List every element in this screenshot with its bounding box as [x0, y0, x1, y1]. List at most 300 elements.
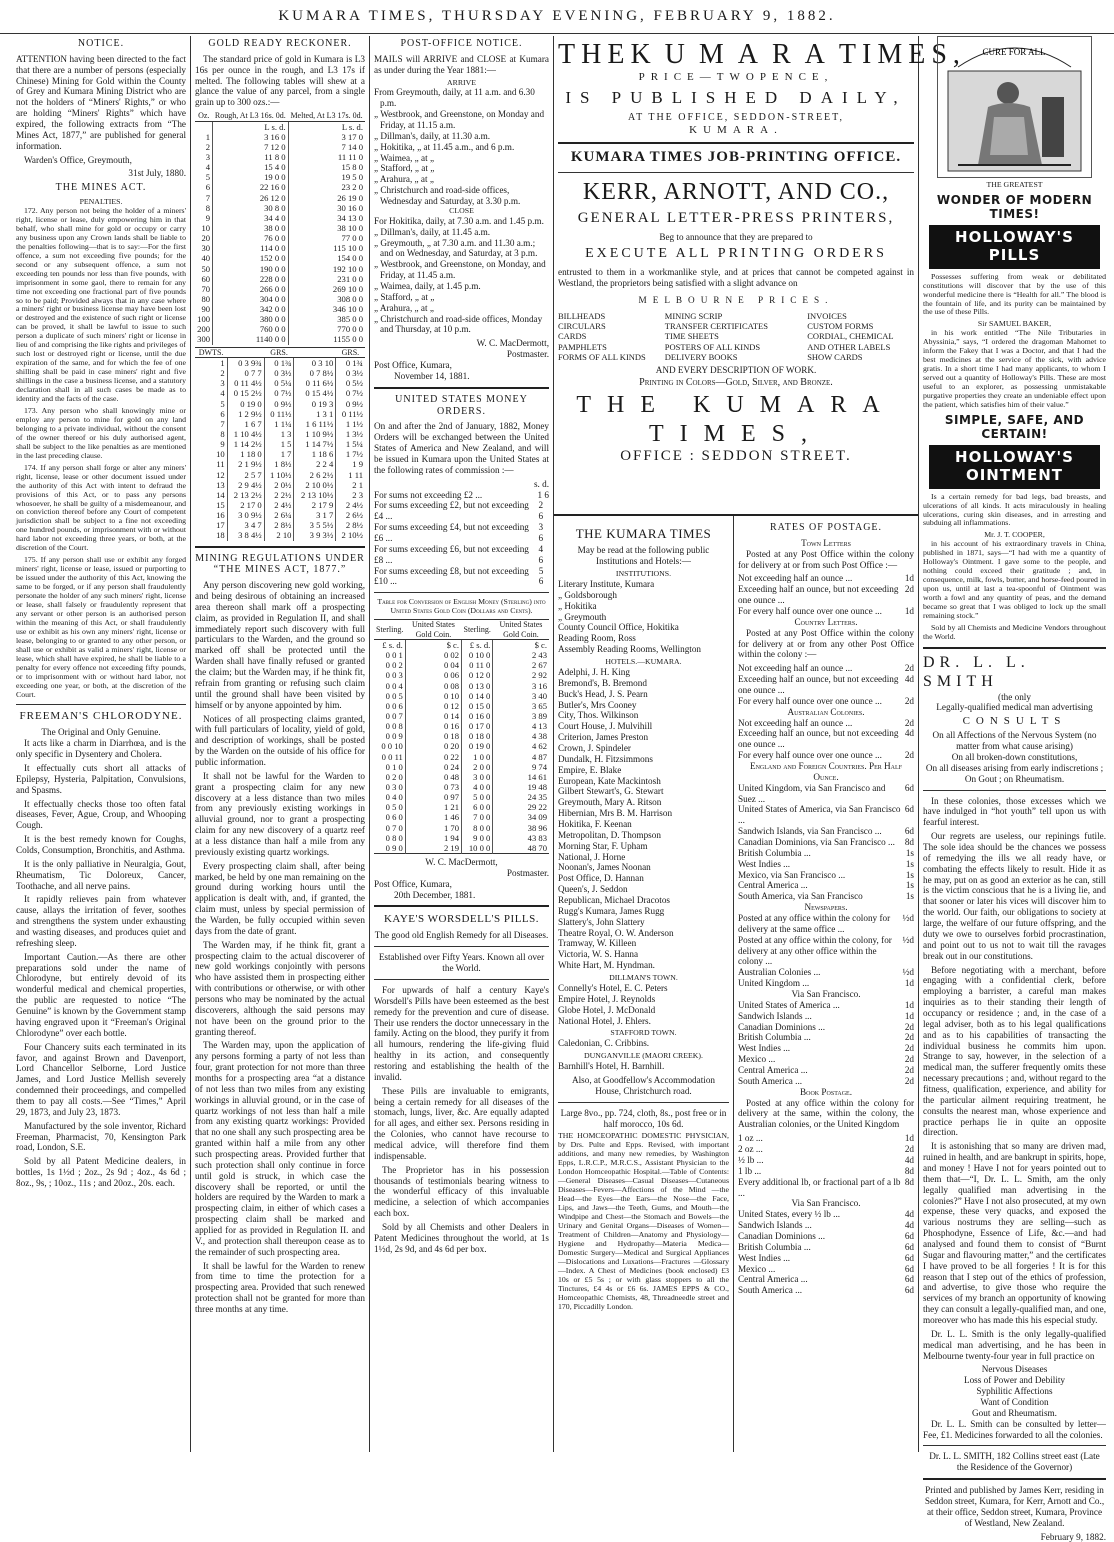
dwt-row-cell: 13	[216, 479, 225, 490]
dwt-row-cell: 2 1 9½	[227, 459, 264, 469]
work-grid-item: BILLHEADS	[558, 311, 606, 322]
conversion-row	[374, 691, 549, 701]
oz-row-cell: 7 14 0	[288, 142, 365, 152]
oz-row-cell: 76 0 0	[213, 233, 289, 243]
dwt-row-cell: 2 2½	[264, 490, 294, 500]
dwt-row-cell: 0 5½	[336, 378, 365, 388]
usmo-row-label: For sums not exceeding £2 ...	[374, 489, 483, 500]
aus-rate-label: Exceeding half an ounce, but not exceeding one ounce ...	[738, 728, 899, 750]
eng-rate	[738, 859, 914, 870]
dwt-row	[195, 409, 365, 419]
homeopathic-ad: THE HOMCEOPATHIC DOMESTIC PHYSICIAN, by Drs. Pulte and Epps. Revised, with important additions, and many new remedies, by Washington Epps, L.R.C.P., M.R.C.S., Assistant Physician to the London Homceopathic Hospital.—Table of Contents:—General Diseases—Casual Diseases—Cutaneous Diseases—Fevers—Affections of the Mind —the Head—the Eyes—the Ears—the Nose—the Face, Lips, and Jaws—the Teeth, Gums, and Mouth—the Windpipe and Chest—the Stomach and Bowels—the Urinary and Genital Organs—Diseases of Women—Treatment of Children—Anatomy and Physiology—Hygiene and Hydropathy—Materia Medica—Domestic Surgery—Medical and Surgical Appliances —Dislocations and Luxations—Fractures —Glossary—Index. A Chest of Medicines (book enclosed) £3 10s or £5 5s ; or with glass stoppers to all the Tinctures, £4 4s or £6 6s. JAMES EPPS & CO., Homceopathic Chemists, 48, Threadneedle street and 170, Piccadilly London.	[558, 1131, 729, 1311]
via-rate-value: 2d	[904, 1075, 914, 1086]
news-rate	[738, 978, 914, 989]
dwt-row-cell: 0 7½	[264, 388, 294, 398]
issue-date: February 9, 1882.	[1040, 1531, 1106, 1542]
via-rate	[738, 1000, 914, 1011]
via2-rate	[738, 1209, 914, 1220]
eng-rate-label: United States of America, via San Francisco ...	[738, 804, 901, 826]
conversion-row-cell: 9 74	[493, 762, 549, 772]
oz-row-cell: 22 16 0	[213, 182, 289, 192]
conversion-row-cell: 0 48	[405, 772, 461, 782]
eng-rate-value: 1s	[905, 858, 914, 869]
news-rate-label: United Kingdom ...	[738, 978, 810, 989]
oz-row-cell: 6	[205, 182, 211, 193]
oz-row	[195, 233, 365, 243]
book-rate-label: 1 lb ...	[738, 1165, 762, 1176]
smith-p: Dr. L. L. Smith is the only legally-qualified medical man advertising, and he has been in Melbourne twenty-four year in full practice on	[923, 1328, 1106, 1361]
town-rate-value: 2d	[904, 584, 914, 595]
freeman-p: Sold by all Patent Medicine dealers, in bottles, 1s 1½d ; 2oz., 2s 9d ; 4oz., 4s 6d ; 8oz., 9s, ; 10oz., 11s ; and 20oz., 20s. each.	[16, 1156, 186, 1188]
dwt-row-cell: 2 6¼	[264, 510, 294, 520]
oz-row-cell: 4	[205, 162, 211, 173]
dwt-row-cell: 1 7	[264, 449, 294, 459]
oz-row-cell: 8	[205, 202, 211, 213]
oz-row	[195, 223, 365, 233]
conversion-row-cell: 0 18 0	[462, 731, 493, 741]
usmo-row-value: 2 6	[538, 500, 544, 522]
town-rate-label: For every half ounce over one ounce ...	[738, 605, 882, 616]
dwt-row-cell: 8	[220, 429, 225, 440]
mines-act-title: THE MINES ACT.	[55, 182, 147, 194]
melted-header: Melted, At L3 17s. 0d.	[288, 111, 365, 121]
oz-row-cell: 19 5 0	[288, 172, 365, 182]
hotel-item: Morning Star, F. Upham	[558, 840, 648, 851]
conversion-row-cell: 0 97	[405, 792, 461, 802]
dwt-row-cell: 1 5	[264, 439, 294, 449]
oz-row-cell: 190 0 0	[213, 264, 289, 274]
kaye-p: For upwards of half a century Kaye's Worsdell's Pills have been esteemed as the best remedy for the prevention and cure of disease. Their use renders the doctor unnecessary in the family. Acting on the blood, they purify it from all humours, rendering the life-giving fluid healthy in its action, and consequently restoring and establishing the health of the invalid.	[374, 984, 549, 1082]
dwt-row-cell: 15	[216, 500, 225, 511]
book-rate	[738, 1155, 914, 1166]
oz-row-cell: 152 0 0	[213, 253, 289, 263]
conversion-row-cell: 2 92	[493, 670, 549, 680]
via-rate	[738, 1054, 914, 1065]
hotel-item: Post Office, D. Hannan	[558, 873, 644, 884]
via2-rate-value: 6d	[904, 1274, 914, 1285]
reckoner-intro: The standard price of gold in Kumara is L3 16s per ounce in the rough, and L3 17s if melted. The following tables will shew at a glance the value of any parcel, from a single grain up to 300 ozs.:—	[195, 53, 365, 108]
via-rate	[738, 1011, 914, 1022]
conversion-table	[374, 619, 549, 854]
dwt-row-cell: 0 19 0	[227, 399, 264, 409]
simple-safe-certain: SIMPLE, SAFE, AND CERTAIN!	[944, 412, 1085, 442]
work-grid-item: PAMPHLETS	[558, 341, 607, 352]
via-rate-label: Central America ...	[738, 1065, 808, 1076]
kaye-established: Established over Fifty Years. Known all over the World.	[378, 952, 545, 974]
smith-list-item: Want of Condition	[980, 1397, 1049, 1408]
book-postage: Book Postage.	[799, 1086, 853, 1097]
town-rate-label: Not exceeding half an ounce ...	[738, 573, 853, 584]
eng-rate-value: 6d	[904, 826, 914, 837]
conversion-row-cell: 48 70	[493, 843, 549, 854]
oz-row-cell: 7	[205, 192, 211, 203]
aus-rates	[738, 718, 914, 761]
eng-rate	[738, 848, 914, 859]
mining-reg: Notices of all prospecting claims granted, with full particulars of locality, yield of gold, and description of workings, shall be posted by the Warden on the outside of his office for public information.	[195, 713, 365, 767]
hotel-item: Republican, Michael Dracotos	[558, 895, 670, 906]
usmo-row-value: 1 6	[537, 489, 549, 500]
dwt-row	[195, 419, 365, 429]
column-3	[374, 36, 549, 1452]
kaye-title: KAYE'S WORSDELL'S PILLS.	[383, 913, 539, 926]
the-kumara-times: THE KUMARA TIMES,	[576, 392, 896, 447]
freeman-subtitle: The Original and Only Genuine.	[41, 727, 161, 738]
hotel-item: Queen's, J. Seddon	[558, 884, 628, 895]
mining-regs-title: MINING REGULATIONS UNDER “THE MINES ACT, 1877.”	[195, 552, 365, 576]
wonder-headline: WONDER OF MODERN TIMES!	[936, 192, 1093, 222]
smith-address: Dr. L. L. SMITH, 182 Collins street east (Late the Residence of the Governor)	[929, 1451, 1100, 1473]
conversion-row-cell: 0 0 3	[385, 670, 403, 681]
lsd-header: £ s. d.	[462, 640, 493, 651]
holloways-ointment-banner: HOLLOWAY'S OINTMENT	[929, 445, 1100, 488]
conversion-row	[374, 741, 549, 751]
aus-rate-value: 2d	[904, 750, 914, 761]
read-at: May be read at the following public Institutions and Hotels:—	[577, 545, 710, 567]
postmaster-role: Postmaster.	[506, 349, 549, 360]
usmo-row-value: 4 6	[538, 543, 544, 565]
usmo-title: UNITED STATES MONEY ORDERS.	[395, 393, 528, 417]
oz-row-cell: 9	[205, 212, 211, 223]
book-intro: Posted at any office within the colony for delivery at the same, within the colony, the Australian colonies, or the United Kingdom	[738, 1097, 914, 1130]
dwt-row	[195, 449, 365, 459]
oz-row-cell: 15 4 0	[213, 162, 289, 172]
conversion-row	[374, 772, 549, 782]
eng-rate-value: 1s	[905, 847, 914, 858]
oz-row-cell: 15 8 0	[288, 162, 365, 172]
close-item: „ Westbrook, and Greenstone, on Monday, and Friday, at 11.45 a.m.	[374, 259, 546, 281]
country-rate-value: 4d	[904, 674, 914, 685]
post-place: Post Office, Kumara,	[374, 360, 452, 371]
news-rate	[738, 967, 914, 978]
book-rate	[738, 1133, 914, 1144]
conversion-row	[374, 721, 549, 731]
eng-rate-label: British Columbia ...	[738, 847, 811, 858]
dwt-row-cell: 3 5 5½	[294, 520, 336, 530]
aus-rate-value: 4d	[904, 728, 914, 739]
dwt-row	[195, 520, 365, 530]
dunganville-heading: DUNGANVILLE (MAORI CREEK).	[584, 1051, 703, 1061]
conversion-row-cell: 0 18	[405, 731, 461, 741]
post-intro: MAILS will ARRIVE and CLOSE at Kumara as under during the Year 1881:—	[374, 53, 549, 75]
column-4b	[738, 520, 914, 1452]
conversion-row-cell: 38 96	[493, 823, 549, 833]
price: PRICE—TWOPENCE,	[638, 71, 834, 84]
eng-rate-label: South America, via San Francisco	[738, 891, 863, 902]
dwt-row-cell: 0 11½	[264, 409, 294, 419]
hotel-item: Buck's Head, J. S. Pearn	[558, 688, 648, 699]
oz-row	[195, 182, 365, 192]
postmaster-name: W. C. MacDermott,	[476, 338, 549, 349]
oz-row-cell: 266 0 0	[213, 284, 289, 294]
oz-row-cell: 100	[197, 314, 211, 325]
dwt-row	[195, 429, 365, 439]
usmo-row-label: For sums exceeding £8, but not exceeding £10 ...	[374, 565, 529, 587]
town-letters: Town Letters	[801, 537, 851, 548]
oz-row-cell: 200	[197, 324, 211, 335]
conversion-row-cell: 0 6 0	[385, 812, 403, 823]
smith-p: Before negotiating with a merchant, before engaging with a confidential clerk, before employing a barrister, a careful man makes inquiries as to their standing their length of occupancy or residence ; and, in the case of a legal adviser, both as to his legal qualifications and as to his capabilities of transacting the individual business he commits him upon. Strange to say, however, in the selection of a medical man, the sufferer frequently omits these necessary precautions ; and, without regard to the fitness, qualification, experience, and ability for the particular ailment requiring treatment, he consults the nearest man, whose experience and practice perhaps lie in quite an opposite direction.	[923, 964, 1106, 1138]
england-foreign: England and Foreign Countries. Per Half Ounce.	[749, 760, 903, 782]
freeman-p: Four Chancery suits each terminated in its favor, and against Brown and Davenport, Lord Chancellor Selborne, Lord Justice James, and Lord Justice Mellish severely condemned their proceedings, and compelled them to pay all costs.—See “Times,” April 29, 1873, and July 23, 1873.	[16, 1041, 186, 1117]
conversion-row	[374, 833, 549, 843]
conversion-row-cell: 3 16	[493, 681, 549, 691]
oz-row-cell: 70	[201, 283, 211, 294]
hotel-item: National, J. Horne	[558, 851, 626, 862]
dwt-row-cell: 0 3 9¾	[227, 358, 264, 369]
australian-colonies: Australian Colonies.	[787, 706, 865, 717]
via2-rates	[738, 1209, 914, 1296]
institution-item: Literary Institute, Kumara	[558, 579, 655, 589]
via-rate-label: United States of America ...	[738, 999, 840, 1010]
newspapers: Newspapers.	[804, 902, 848, 913]
via-rate-value: 1d	[904, 1010, 914, 1021]
book-rate-value: 1d	[904, 1133, 914, 1144]
freeman-title: FREEMAN'S CHLORODYNE.	[19, 710, 183, 723]
oz-row-cell: 228 0 0	[213, 274, 289, 284]
dwt-row-cell: 1 10 9½	[294, 429, 336, 439]
conversion-row-cell: 2 43	[493, 650, 549, 660]
news-rate-label: Posted at any office within the colony for delivery at the same office ...	[738, 913, 891, 934]
eng-rate	[738, 880, 914, 891]
eng-rate-value: 6d	[904, 804, 914, 815]
oz-row-cell: 346 10 0	[288, 304, 365, 314]
news-rate-value: ½d	[902, 967, 914, 978]
oz-row-cell: 1	[205, 131, 211, 142]
conversion-row	[374, 660, 549, 670]
dillman-item: National Hotel, J. Ehlers.	[558, 1015, 651, 1026]
country-rate	[738, 674, 914, 696]
dwt-row-cell: 1 3 1	[294, 409, 336, 419]
conversion-row	[374, 762, 549, 772]
post2-date: 20th December, 1881.	[394, 889, 476, 900]
usmo-row	[374, 490, 549, 501]
country-rates	[738, 663, 914, 706]
reckoner-title: GOLD READY RECKONER.	[208, 38, 352, 49]
conversion-row-cell: 0 20	[405, 741, 461, 751]
dwt-row-cell: 3 8 4½	[227, 530, 264, 540]
close-list	[374, 216, 549, 335]
smith-p: In these colonies, those excesses which we have indulged in “hot youth” tell upon us with fearful interest.	[923, 795, 1106, 828]
column-rule	[369, 36, 370, 1452]
work-grid-row	[558, 311, 914, 321]
section-174: 174. If any person shall forge or alter any miners' right, license, lease or other document issued under the authority of this Act with intent to defraud the provisions of this Act, or to pass any persons whosoever, he shall be guilty of a misdemeanour, and on conviction thereof before any Court of competent jurisdiction shall be subject to a fine not exceeding one hundred pounds, or imprisonment with or without hard labor not exceeding three years, or both, at the discretion of the Court.	[16, 462, 186, 553]
eng-rate	[738, 891, 914, 902]
dwt-row-cell: 14	[216, 489, 225, 500]
news-rate-label: Australian Colonies ...	[738, 967, 821, 978]
eng-rate-value: 6d	[904, 782, 914, 793]
dwt-row-cell: 2 0½	[264, 480, 294, 490]
conversion-row-cell: 9 0 0	[462, 833, 493, 843]
conversion-row-cell: 2 19	[405, 843, 461, 854]
oz-row-cell: 1140 0 0	[213, 334, 289, 344]
via2-rate	[738, 1253, 914, 1264]
dwt-row-cell: 2 17 9	[294, 500, 336, 510]
country-rate-value: 2d	[904, 695, 914, 706]
post-office-title: POST-OFFICE NOTICE.	[400, 38, 523, 49]
oz-row	[195, 193, 365, 203]
hotel-item: Butler's, Mrs Cooney	[558, 699, 637, 710]
mining-reg: Any person discovering new gold working, and being desirous of obtaining an increased area thereon shall mark off a prospecting claim, as provided in Regulation II, and shall immediately report such discovery with full particulars to the Warden, and the ground so marked off shall be protected until the Warden shall have finally refused or granted the claim; but the Warden may, if he think fit, refrain from granting or refusing such claim until the ground shall have been visited by himself or by anyone appointed by him.	[195, 580, 365, 710]
oz-row-cell: 304 0 0	[213, 294, 289, 304]
dillman-list	[558, 983, 729, 1026]
oz-row	[195, 152, 365, 162]
dwt-row-cell: 0 3 10	[294, 358, 336, 369]
via-rate	[738, 1076, 914, 1087]
grs-header: GRS.	[336, 347, 365, 357]
conversion-row-cell: 0 15 0	[462, 701, 493, 711]
dwt-row-cell: 1 10 4½	[227, 429, 264, 439]
column-2	[195, 36, 365, 1452]
hotel-item: Dundalk, H. Fitzsimmons	[558, 753, 653, 764]
eng-rate	[738, 826, 914, 837]
conversion-row-cell: 0 14 0	[462, 691, 493, 701]
kerr-arnott: KERR, ARNOTT, AND CO.,	[582, 178, 890, 205]
conversion-row-cell: 8 0 0	[462, 823, 493, 833]
conversion-row-cell: 0 0 1	[385, 650, 403, 661]
hotel-item: Greymouth, Mary A. Ritson	[558, 797, 662, 808]
every-description: AND EVERY DESCRIPTION OF WORK.	[655, 364, 817, 375]
via-sf: Via San Francisco.	[791, 989, 861, 1000]
dwt-row-cell: 0 11½	[336, 409, 365, 419]
mining-reg: It shall not be lawful for the Warden to grant a prospecting claim for any new discovery at a less distance than two miles from any previously existing workings in alluvial ground, nor to grant a prospecting claim for any new discovery of a quartz reef at a less distance than half a mile from any previously existing quartz workings.	[195, 770, 365, 857]
usmo-row	[374, 500, 549, 522]
dwt-row-cell: 1 14 2½	[227, 439, 264, 449]
dwt-row-cell: 2 10	[264, 530, 294, 540]
dwt-row-cell: 0 7 7	[227, 368, 264, 378]
work-grid-item: CUSTOM FORMS	[807, 321, 874, 332]
legally-qualified: Legally-qualified medical man advertising	[936, 702, 1093, 713]
dwt-row-cell: 0 11 6½	[294, 378, 336, 388]
eng-rate-value: 1s	[905, 880, 914, 891]
dwt-row-cell: 7	[220, 418, 225, 429]
eng-rate-label: United Kingdom, via San Francisco and Suez ...	[738, 782, 886, 804]
general-printers: GENERAL LETTER-PRESS PRINTERS,	[577, 209, 895, 226]
oz-row-cell: 23 2 0	[288, 182, 365, 192]
institutions-heading: INSTITUTIONS.	[615, 569, 672, 579]
town-rate-value: 1d	[904, 605, 914, 616]
hotel-item: Empire, E. Blake	[558, 764, 622, 775]
oz-row-cell: 26 19 0	[288, 193, 365, 203]
conversion-row	[374, 782, 549, 792]
conversion-row-cell: 0 4 0	[385, 792, 403, 803]
times-readable-title: THE KUMARA TIMES	[575, 526, 712, 541]
via-rate-value: 2d	[904, 1032, 914, 1043]
hotel-item: Rugg's Kumara, James Rugg	[558, 905, 665, 916]
arrive-item: „ Dillman's, daily, at 11.30 a.m.	[374, 130, 491, 141]
oz-row	[195, 274, 365, 284]
conversion-row-cell: 4 38	[493, 731, 549, 741]
via-rate-label: Mexico ...	[738, 1054, 776, 1065]
close-item: „ Dillman's, daily, at 11.45 a.m.	[374, 226, 491, 237]
oz-row-cell: 38 10 0	[288, 223, 365, 233]
dwt-row-cell: 1 11	[336, 470, 365, 480]
smith-list	[923, 1364, 1106, 1418]
dwt-row	[195, 368, 365, 378]
book-rate-label: 1 oz ...	[738, 1133, 763, 1144]
dwt-row-cell: 12	[216, 469, 225, 480]
via2-rate-label: British Columbia ...	[738, 1241, 811, 1252]
oz-row-cell: 192 10 0	[288, 264, 365, 274]
book-rate-value: 2d	[904, 1144, 914, 1155]
usmo-row-value: 3 6	[538, 522, 544, 543]
conversion-row	[374, 792, 549, 802]
via-rate	[738, 1043, 914, 1054]
oz-row	[195, 132, 365, 142]
colors-line: Printing in Colors—Gold, Silver, and Bronze.	[639, 377, 833, 389]
conversion-row-cell: 4 0 0	[462, 782, 493, 792]
oz-row	[195, 213, 365, 223]
via2-rate-value: 4d	[904, 1220, 914, 1231]
via2-rate-label: United States, every ½ lb ...	[738, 1209, 841, 1220]
eng-rate	[738, 804, 914, 826]
conversion-row-cell: 0 12 0	[462, 670, 493, 680]
oz-row	[195, 264, 365, 274]
via2-rate-label: Central America ...	[738, 1274, 808, 1285]
conversion-row-cell: 0 24	[405, 762, 461, 772]
dwt-table	[195, 347, 365, 541]
dwt-row-cell: 1 18 0	[227, 449, 264, 459]
oz-row-cell: 11 8 0	[213, 152, 289, 162]
dwt-row-cell: 4	[220, 388, 225, 399]
column-rule	[918, 36, 919, 1452]
the-greatest: THE GREATEST	[986, 180, 1043, 189]
via2-rate	[738, 1231, 914, 1242]
job-printing-title: KUMARA TIMES JOB-PRINTING OFFICE.	[570, 148, 902, 165]
conversion-row-cell: 0 1 0	[385, 761, 403, 772]
dwt-row	[195, 399, 365, 409]
sold-by: Sold by all Chemists and Medicine Vendors throughout the World.	[923, 622, 1106, 641]
hotel-item: European, Kate Mackintosh	[558, 775, 661, 786]
dwt-row-cell: 2 10½	[336, 530, 365, 540]
dwt-row-cell: 1 9	[336, 459, 365, 469]
consults: CONSULTS	[962, 715, 1067, 728]
oz-row-cell: 269 10 0	[288, 284, 365, 294]
post2-place: Post Office, Kumara,	[374, 878, 452, 889]
cooper-name: Mr. J. T. COOPER,	[984, 530, 1045, 540]
oz-row-cell: 80	[201, 293, 211, 304]
oz-row	[195, 253, 365, 263]
dwt-row-cell: 2 1	[336, 480, 365, 490]
every-additional: Every additional lb, or fractional part of a lb ...	[738, 1176, 901, 1198]
conversion-row-cell: 0 8 0	[385, 832, 403, 843]
conversion-row-cell: 0 14	[405, 711, 461, 721]
dwt-row-cell: 1 5¼	[336, 439, 365, 449]
rough-header: Rough, At L3 16s. 0d.	[213, 111, 289, 121]
dwt-row-cell: 2 13 2½	[227, 490, 264, 500]
conversion-row-cell: 4 13	[493, 721, 549, 731]
conversion-row-cell: 0 10	[405, 691, 461, 701]
work-grid-item: FORMS OF ALL KINDS	[558, 351, 646, 362]
dillman-item: Empire Hotel, J. Reynolds	[558, 993, 656, 1004]
smith-list-item: Loss of Power and Debility	[963, 1375, 1066, 1386]
conversion-row	[374, 731, 549, 741]
hygeia-illustration	[937, 36, 1092, 178]
dwt-row-cell: 2 10 0½	[294, 480, 336, 490]
work-grid-item: TIME SHEETS	[664, 331, 719, 342]
dwt-row-cell: 16	[216, 510, 225, 521]
on-all-affections: On all Affections of the Nervous System (no matter from what cause arising)	[932, 730, 1097, 752]
dwt-row-cell: 2 17 0	[227, 500, 264, 510]
via-rate-label: West Indies ...	[738, 1043, 791, 1054]
dwt-row-cell: 18	[216, 530, 225, 541]
usmo-row-label: For sums exceeding £2, but not exceeding £4 ...	[374, 500, 529, 522]
conversion-title: Table for Conversion of English Money (Sterling) into United States Gold Coin (Dollars and Cents).	[377, 597, 546, 616]
hotel-item: Hibernian, Mrs B. M. Harrison	[558, 808, 673, 819]
institution-item: „ Hokitika	[558, 600, 597, 611]
town-rate	[738, 584, 914, 606]
dwt-row-cell: 0 15 2½	[227, 388, 264, 398]
work-grid-item: DELIVERY BOOKS	[664, 351, 738, 362]
